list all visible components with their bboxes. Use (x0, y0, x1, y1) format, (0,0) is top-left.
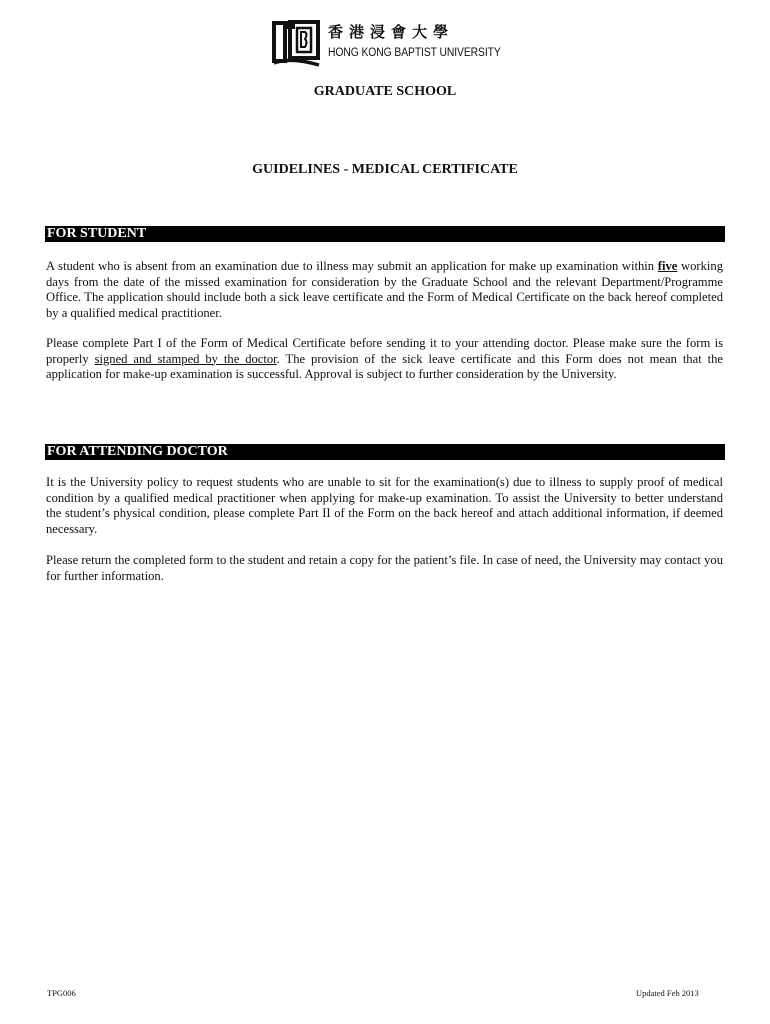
university-logo (271, 19, 501, 69)
emphasis-signed-stamped: signed and stamped by the doctor (94, 351, 277, 366)
text-span: A student who is absent from an examination due to illness may submit an application for make up examination within (46, 259, 658, 273)
emphasis-five: five (657, 259, 678, 273)
updated-date: Updated Feb 2013 (636, 988, 699, 998)
student-paragraph-1 (46, 259, 723, 321)
form-code: TPG006 (47, 988, 76, 998)
text-span: . The provision of the sick leave certificate and this Form does not mean that the application for make-up examination is successful. Approval is subject to further consideration by the University. (46, 351, 724, 382)
hkbu-book-logo-icon (271, 19, 323, 69)
doctor-paragraph-1: It is the University policy to request students who are unable to sit for the examination(s) due to illness to supply proof of medical condition by a qualified medical practitioner when applying for make-up examination. To assist the University to better understand the student’s physical condition, please complete Part II of the Form on the back hereof and attach additional information, if deemed necessary. (46, 475, 723, 536)
text-span: working days from the date of the missed examination for consideration by the Graduate School and the relevant Department/Programme Office. The application should include both a sick leave certificate and the Form of Medical Certificate on the back hereof completed by a qualified medical practitioner. (46, 259, 723, 320)
text-span: Please complete Part I of the Form of Medical Certificate before sending it to your attending doctor. Please make sure the form is properly (46, 336, 723, 366)
section-heading-student: FOR STUDENT (45, 226, 725, 242)
department-heading: GRADUATE SCHOOL (313, 84, 457, 99)
student-paragraph-2 (46, 336, 723, 383)
university-name-english: HONG KONG BAPTIST UNIVERSITY (328, 47, 501, 59)
university-name-chinese: 香港浸會大學 (328, 23, 455, 41)
document-title: GUIDELINES - MEDICAL CERTIFICATE (252, 162, 518, 177)
doctor-paragraph-2: Please return the completed form to the student and retain a copy for the patient’s file. In case of need, the University may contact you for further information. (46, 553, 723, 583)
section-heading-doctor: FOR ATTENDING DOCTOR (45, 444, 725, 460)
